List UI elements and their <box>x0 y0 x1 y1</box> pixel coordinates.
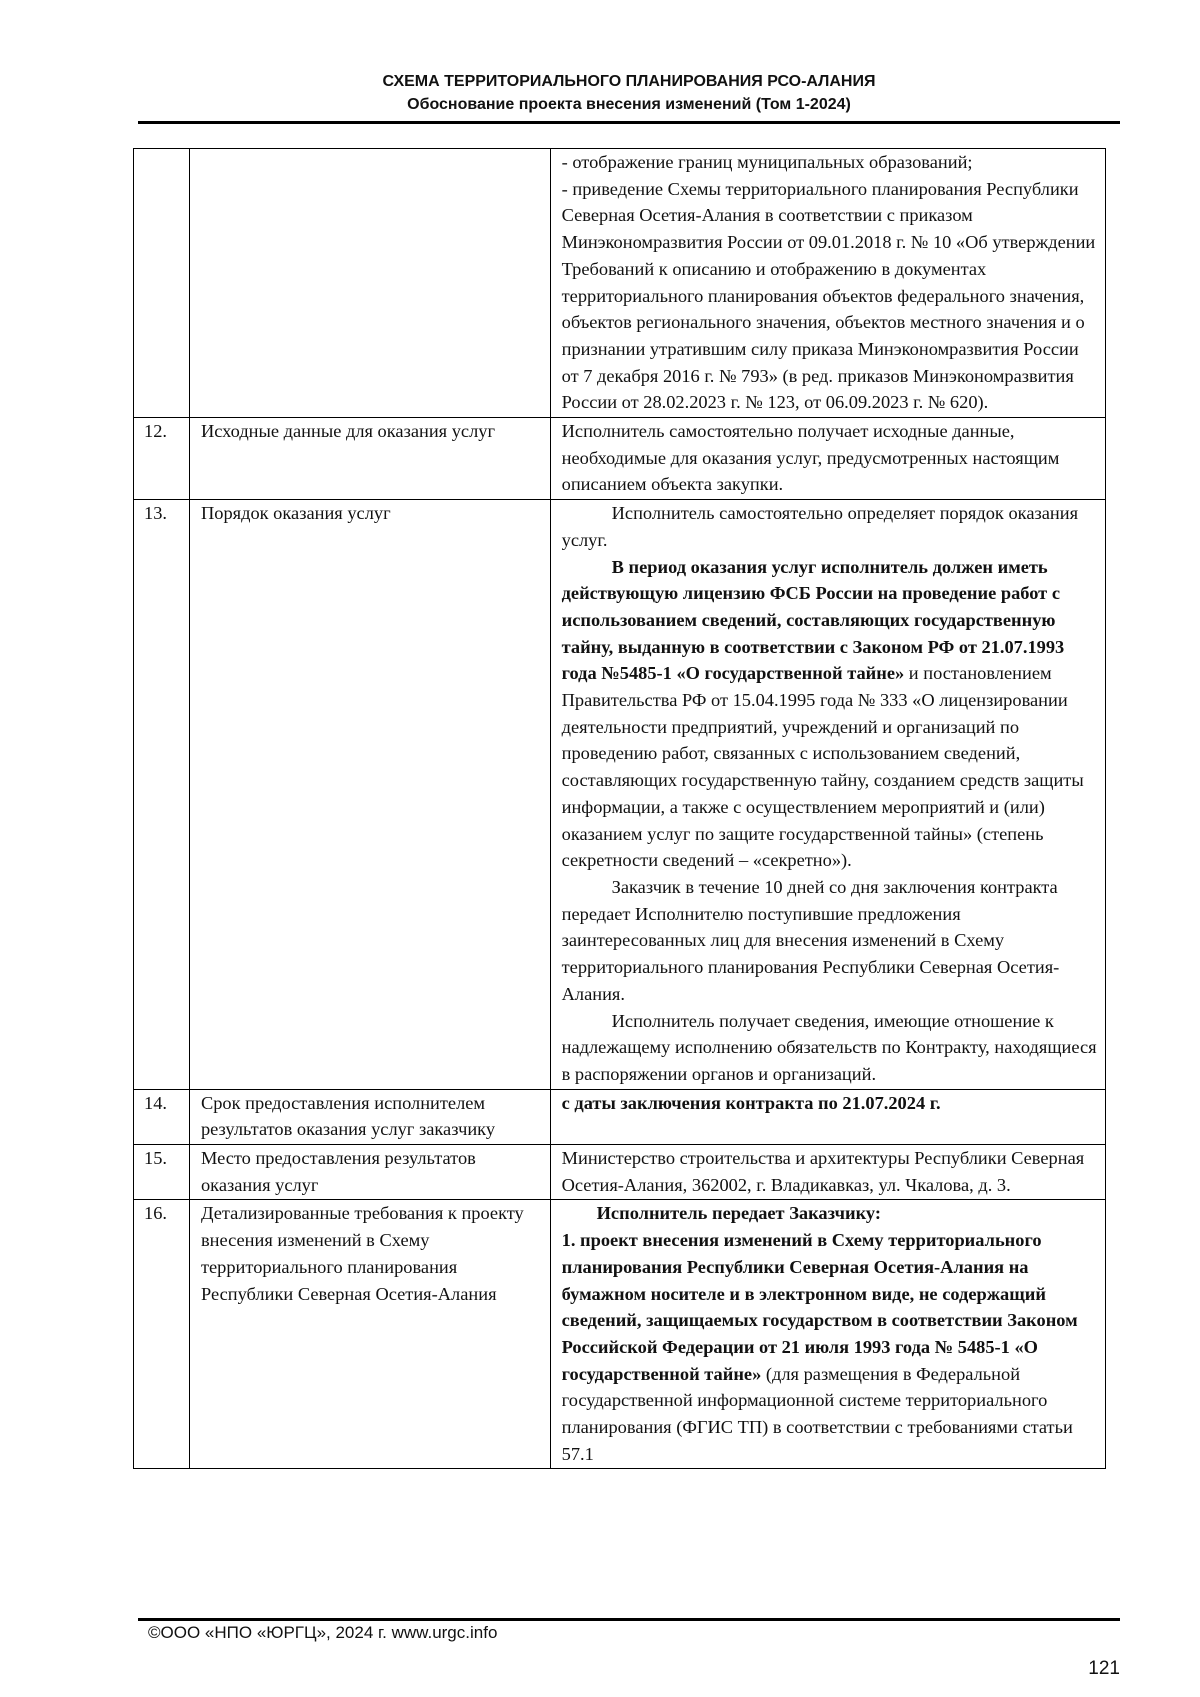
row-name: Срок предоставления исполнителем результатов оказания услуг заказчику <box>189 1089 550 1144</box>
paragraph: - отображение границ муниципальных образований; <box>561 152 973 172</box>
paragraph: Исполнитель передает Заказчику: <box>596 1203 882 1224</box>
paragraph: Исполнитель самостоятельно определяет порядок оказания услуг. <box>561 503 1079 550</box>
table-row-16 <box>134 1200 1106 1469</box>
table-row-continued <box>134 149 1106 418</box>
table-row-12 <box>134 418 1106 500</box>
table-row-13 <box>134 500 1106 1089</box>
table-row-14 <box>134 1089 1106 1144</box>
row-number: 12. <box>134 418 190 500</box>
footer-copyright: ©ООО «НПО «ЮРГЦ», 2024 г. www.urgc.info <box>148 1623 498 1642</box>
requirements-table <box>133 148 1106 1469</box>
row-name: Порядок оказания услуг <box>189 500 550 1089</box>
paragraph: Исполнитель получает сведения, имеющие отношение к надлежащему исполнению обязательств по Контракту, находящиеся в распоряжении органов и организаций. <box>561 1010 1097 1084</box>
paragraph: - приведение Схемы территориального планирования Республики Северная Осетия-Алания в соответствии с приказом Минэкономразвития России от 09.01.2018 г. № 10 «Об утверждении Требований к описанию и отображению в документах территориального планирования объектов федерального значения, объектов регионального значения, объектов местного значения и о признании утратившим силу приказа Минэкономразвития России от 7 декабря 2016 г. № 793» (в ред. приказов Минэкономразвития России от 28.02.2023 г. № 123, от 06.09.2023 г. № 620). <box>561 178 1096 413</box>
row-name: Детализированные требования к проекту внесения изменений в Схему территориального планирования Республики Северная Осетия-Алания <box>189 1200 550 1469</box>
header-subtitle: Обоснование проекта внесения изменений (Том 1-2024) <box>407 96 851 113</box>
paragraph-license <box>562 554 1099 874</box>
header-title: СХЕМА ТЕРРИТОРИАЛЬНОГО ПЛАНИРОВАНИЯ РСО-АЛАНИЯ <box>382 73 876 90</box>
regular-text: и постановлением Правительства РФ от 15.04.1995 года № 333 «О лицензировании деятельности предприятий, учреждений и организаций по проведению работ, связанных с использованием сведений, составляющих государственную тайну, созданием средств защиты информации, а также с осуществлением мероприятий и (или) оказанием услуг по защите государственной тайны» (степень секретности сведений – «секретно»). <box>561 663 1084 871</box>
row-content <box>550 500 1105 1089</box>
row-number: 14. <box>134 1089 190 1144</box>
paragraph-item-1 <box>562 1227 1099 1467</box>
row-number-cell <box>134 149 190 418</box>
regular-text: (для размещения в Федеральной государственной информационной системе территориального планирования (ФГИС ТП) в соответствии с требованиями статьи 57.1 <box>561 1363 1073 1464</box>
row-content-cell <box>550 149 1105 418</box>
row-number: 15. <box>134 1145 190 1200</box>
header-rule <box>138 121 1120 124</box>
page-number: 121 <box>1088 1658 1120 1679</box>
table-row-15 <box>134 1145 1106 1200</box>
row-name-cell <box>189 149 550 418</box>
footer-rule <box>138 1618 1120 1621</box>
bold-text: В период оказания услуг исполнитель должен иметь действующую лицензию ФСБ России на проведение работ с использованием сведений, составляющих государственную тайну, выданную в соответствии с Законом РФ от 21.07.1993 года №5485-1 «О государственной тайне» <box>561 556 1065 684</box>
row-content: Министерство строительства и архитектуры Республики Северная Осетия-Алания, 362002, г. Владикавказ, ул. Чкалова, д. 3. <box>550 1145 1105 1200</box>
row-content <box>550 1200 1105 1469</box>
paragraph: Заказчик в течение 10 дней со дня заключения контракта передает Исполнителю поступившие предложения заинтересованных лиц для внесения изменений в Схему территориального планирования Республики Северная Осетия-Алания. <box>561 876 1060 1004</box>
row-name: Исходные данные для оказания услуг <box>189 418 550 500</box>
row-number: 16. <box>134 1200 190 1469</box>
row-content: Исполнитель самостоятельно получает исходные данные, необходимые для оказания услуг, предусмотренных настоящим описанием объекта закупки. <box>550 418 1105 500</box>
running-header <box>138 70 1120 116</box>
bold-text: 1. проект внесения изменений в Схему территориального планирования Республики Северная Осетия-Алания на бумажном носителе и в электронном виде, не содержащий сведений, защищаемых государством в соответствии Законом Российской Федерации от 21 июля 1993 года № 5485-1 «О государственной тайне» <box>561 1230 1078 1384</box>
row-number: 13. <box>134 500 190 1089</box>
row-name: Место предоставления результатов оказания услуг <box>189 1145 550 1200</box>
row-content: с даты заключения контракта по 21.07.2024 г. <box>550 1089 1105 1144</box>
